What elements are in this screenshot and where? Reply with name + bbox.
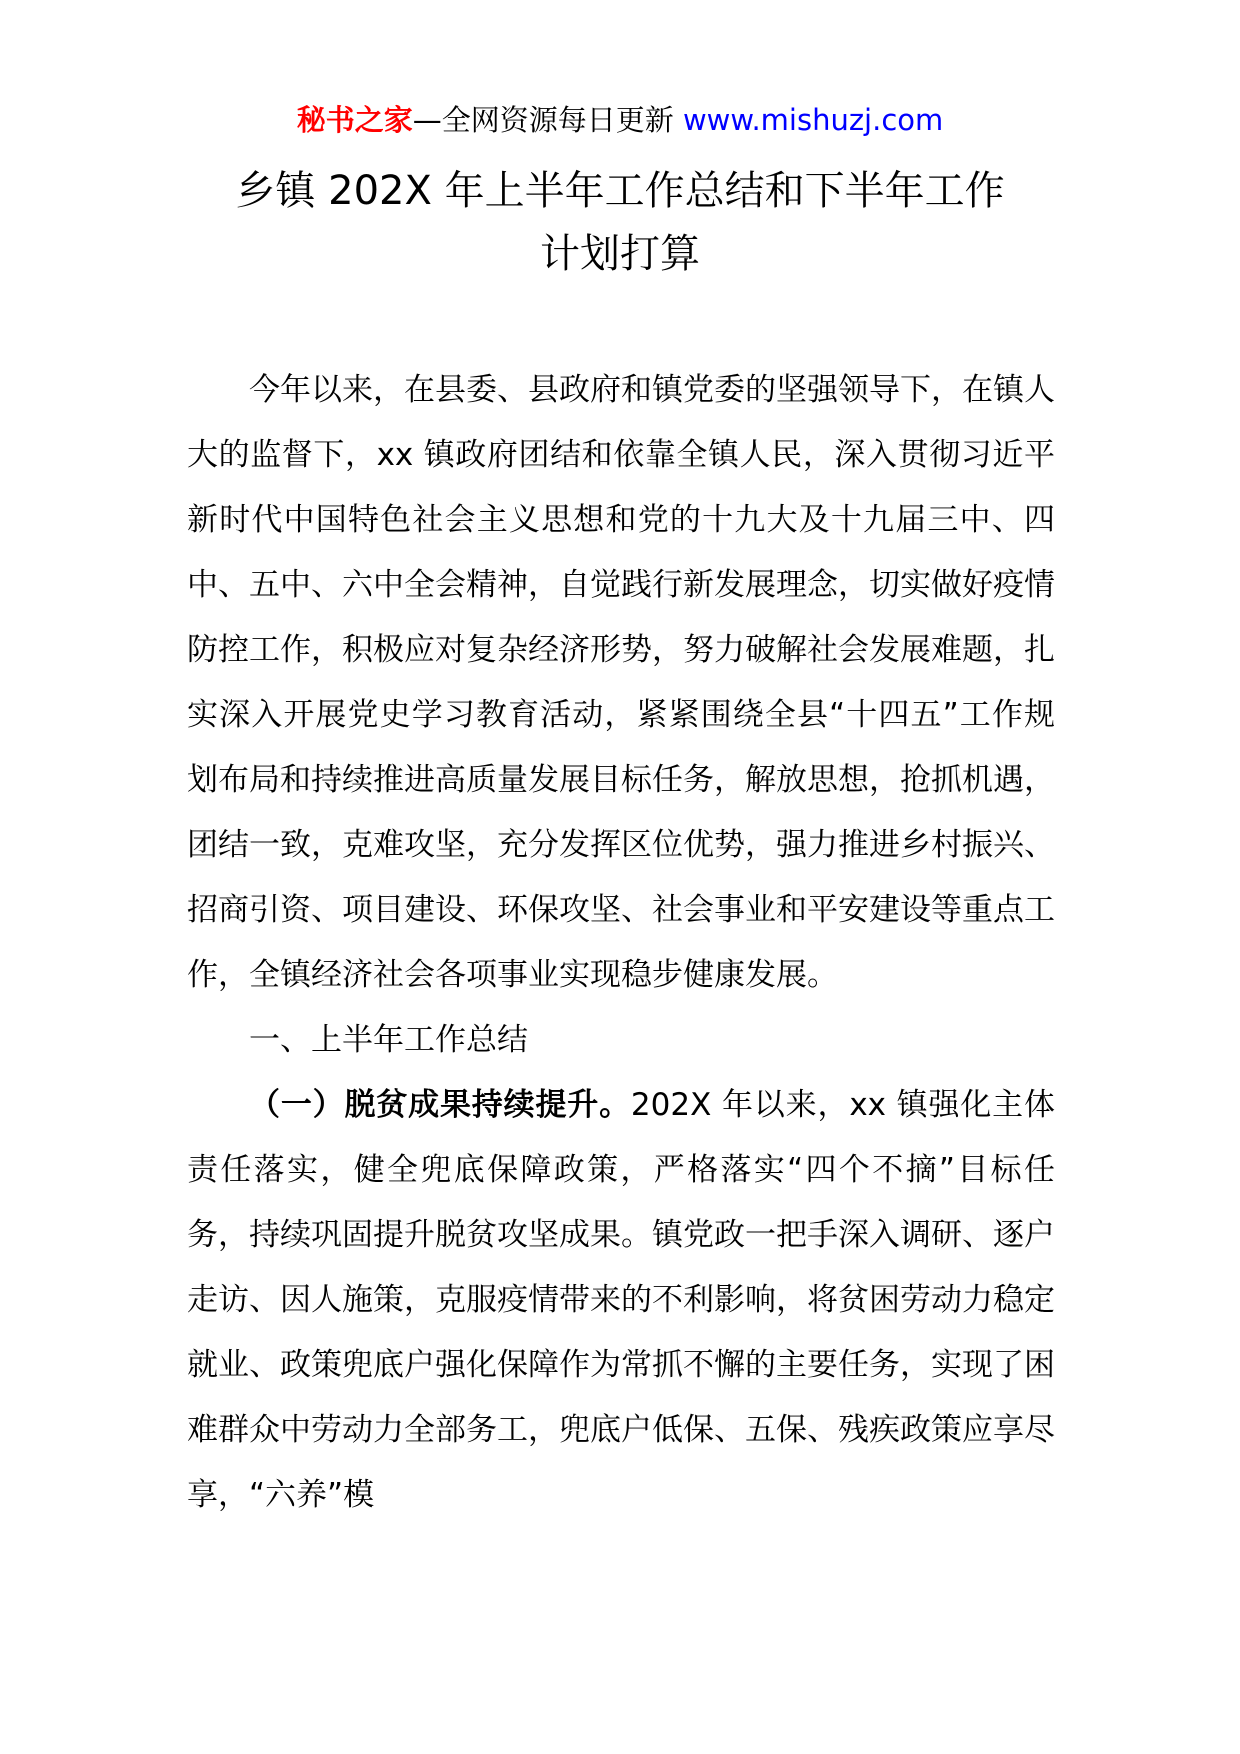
- document-body: [187, 358, 1055, 1528]
- subsection-heading-1: （一）脱贫成果持续提升。: [249, 1087, 631, 1123]
- document-title: [0, 160, 1240, 286]
- site-brand: 秘书之家: [296, 103, 413, 137]
- title-line-1: 乡镇 202X 年上半年工作总结和下半年工作: [235, 168, 1005, 214]
- subsection-paragraph-1: [187, 1073, 1055, 1528]
- site-tagline: —全网资源每日更新: [412, 103, 683, 137]
- title-line-2: 计划打算: [540, 231, 700, 277]
- intro-paragraph: 今年以来，在县委、县政府和镇党委的坚强领导下，在镇人大的监督下，xx 镇政府团结和依靠全镇人民，深入贯彻习近平新时代中国特色社会主义思想和党的十九大及十九届三中、四中、五中、六中全会精神，自觉践行新发展理念，切实做好疫情防控工作，积极应对复杂经济形势，努力破解社会发展难题，扎实深入开展党史学习教育活动，紧紧围绕全县“十四五”工作规划布局和持续推进高质量发展目标任务，解放思想，抢抓机遇，团结一致，克难攻坚，充分发挥区位优势，强力推进乡村振兴、招商引资、项目建设、环保攻坚、社会事业和平安建设等重点工作，全镇经济社会各项事业实现稳步健康发展。: [187, 372, 1055, 993]
- site-header: [0, 100, 1240, 140]
- site-url-link[interactable]: www.mishuzj.com: [682, 103, 944, 137]
- section-heading-1: 一、上半年工作总结: [249, 1022, 528, 1058]
- subsection-text-1: 202X 年以来，xx 镇强化主体责任落实，健全兜底保障政策，严格落实“四个不摘”目标任务，持续巩固提升脱贫攻坚成果。镇党政一把手深入调研、逐户走访、因人施策，克服疫情带来的不利影响，将贫困劳动力稳定就业、政策兜底户强化保障作为常抓不懈的主要任务，实现了困难群众中劳动力全部务工，兜底户低保、五保、残疾政策应享尽享，“六养”模: [187, 1087, 1055, 1513]
